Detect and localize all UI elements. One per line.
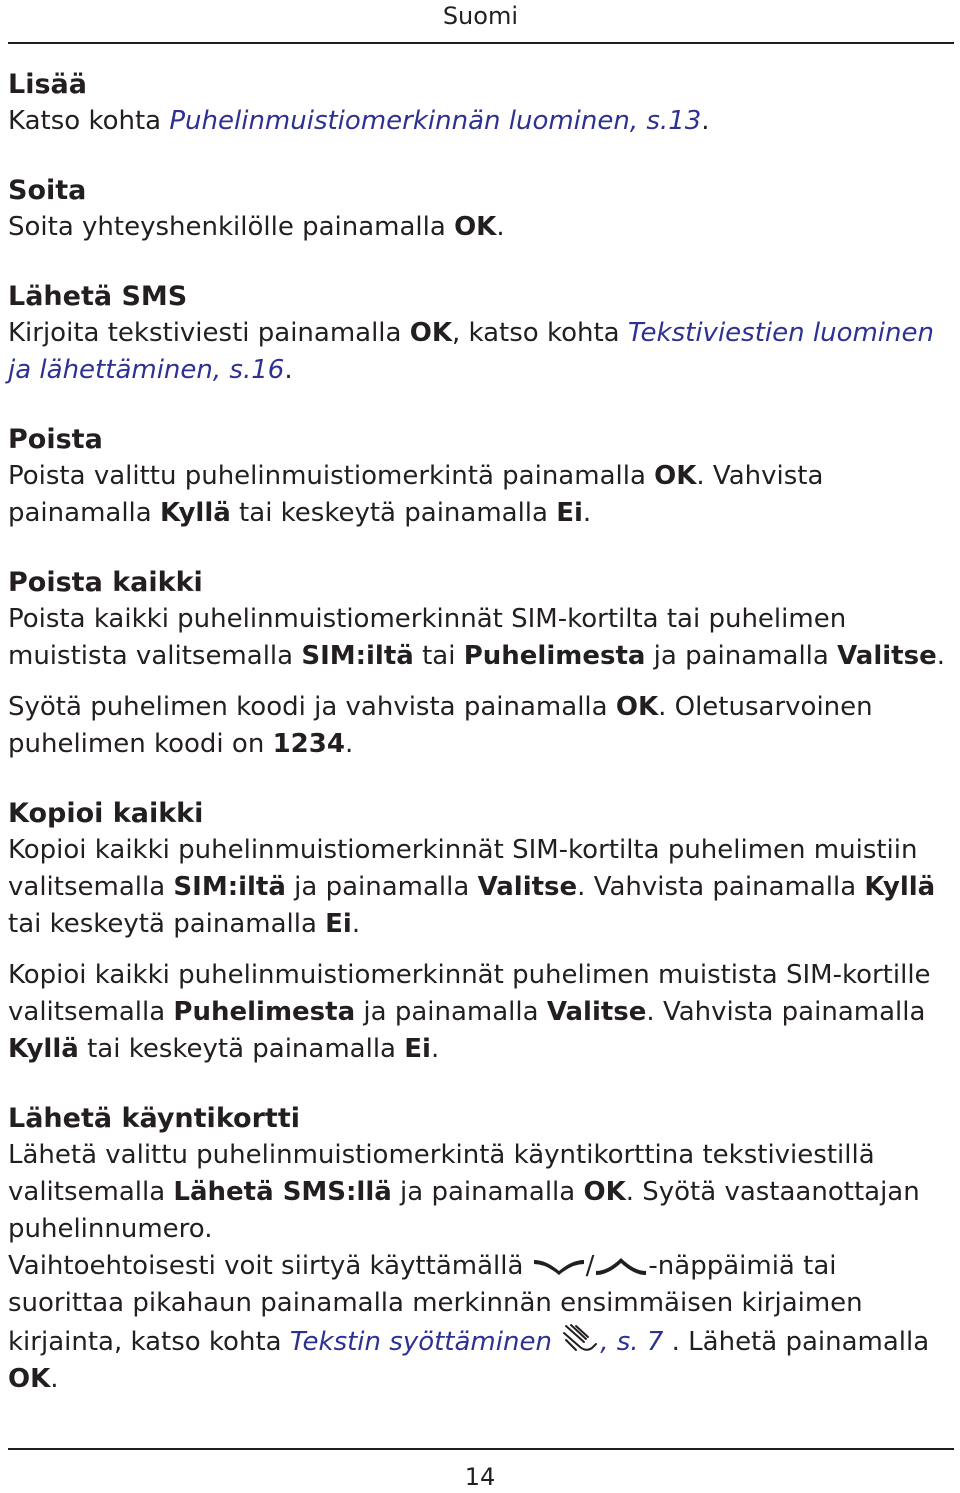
text-run: tai keskeytä painamalla [8, 909, 326, 939]
up-arrow-key-icon [594, 1254, 648, 1276]
text-run: ja painamalla [391, 1177, 584, 1207]
key-label: Ei [325, 909, 352, 939]
key-label: Kyllä [864, 872, 936, 902]
text-run: tai [413, 641, 464, 671]
text-run: / [585, 1251, 595, 1281]
text-run: . Vahvista painamalla [577, 872, 865, 902]
footer-rule [8, 1448, 954, 1450]
section-title: Kopioi kaikki [8, 798, 204, 829]
key-label: OK [615, 692, 659, 722]
key-label: Valitse [477, 872, 578, 902]
section-text [8, 1248, 953, 1398]
menu-option-label: Lähetä SMS:llä [173, 1177, 392, 1207]
text-run: . [430, 1034, 440, 1064]
text-run: . [284, 355, 293, 385]
section-text [8, 601, 953, 675]
section-lisaa [8, 66, 953, 140]
text-run: ja painamalla [645, 641, 838, 671]
text-run: , katso kohta [451, 318, 628, 348]
down-arrow-key-icon [532, 1254, 586, 1276]
key-label: Ei [404, 1034, 431, 1064]
text-run: ja painamalla [285, 872, 478, 902]
header-rule [8, 42, 954, 44]
text-run: . Lähetä painamalla [663, 1327, 930, 1357]
section-title: Lähetä käyntikortti [8, 1103, 300, 1134]
text-run: . Oletusarvoinen puhelimen koodi on [8, 692, 873, 759]
text-run: Poista valittu puhelinmuistiomerkintä painamalla [8, 461, 655, 491]
header-language: Suomi [442, 2, 518, 30]
text-run: . [344, 729, 354, 759]
text-run: . [496, 212, 505, 242]
section-text [8, 209, 953, 246]
section-kopioi-kaikki [8, 795, 953, 1068]
default-code: 1234 [272, 729, 345, 759]
section-text [8, 458, 953, 532]
menu-option-label: SIM:iltä [301, 641, 414, 671]
page-content [8, 66, 953, 1430]
text-run: Vaihtoehtoisesti voit siirtyä käyttämällä [8, 1251, 532, 1281]
text-run: . [701, 106, 710, 136]
text-run: Syötä puhelimen koodi ja vahvista painamalla [8, 692, 616, 722]
text-run: . [582, 498, 592, 528]
text-run: . [351, 909, 361, 939]
section-text [8, 315, 953, 389]
text-run: . [50, 1364, 59, 1394]
section-laheta-kayntikortti [8, 1100, 953, 1398]
section-poista [8, 421, 953, 532]
key-label: OK [654, 461, 697, 491]
section-title: Lisää [8, 69, 87, 100]
link-page-reference[interactable]: , s. 7 [600, 1327, 664, 1357]
text-run: . [936, 641, 945, 671]
text-run: . Syötä vastaanottajan puhelinnumero. [8, 1177, 920, 1244]
section-text [8, 957, 953, 1068]
text-run: Katso kohta [8, 106, 170, 136]
section-title: Poista kaikki [8, 567, 203, 598]
key-label: OK [8, 1364, 51, 1394]
link-puhelinmuistiomerkinnan-luominen[interactable]: Puhelinmuistiomerkinnän luominen, s.13 [169, 106, 702, 136]
text-run: Poista kaikki puhelinmuistiomerkinnät SIM-kortilta tai puhelimen muistista valitsemalla [8, 604, 847, 671]
section-text [8, 1137, 953, 1248]
menu-option-label: SIM:iltä [173, 872, 286, 902]
link-tekstin-syottaminen[interactable]: Tekstin syöttäminen [289, 1327, 552, 1357]
section-soita [8, 172, 953, 246]
key-label: Ei [556, 498, 583, 528]
text-run: . Vahvista painamalla [646, 997, 926, 1027]
text-run: Kopioi kaikki puhelinmuistiomerkinnät puhelimen muistista SIM-kortille valitsemalla [8, 960, 931, 1027]
text-run: -näppäimiä tai suorittaa pikahaun painamalla merkinnän ensimmäisen kirjaimen kirjainta, katso kohta [8, 1251, 863, 1357]
hand-writing-icon [560, 1322, 600, 1356]
menu-option-label: Puhelimesta [463, 641, 646, 671]
text-run: ja painamalla [355, 997, 547, 1027]
key-label: OK [583, 1177, 626, 1207]
text-run: tai keskeytä painamalla [78, 1034, 405, 1064]
section-text [8, 103, 953, 140]
link-tekstiviestien-luominen[interactable]: Tekstiviestien luominen ja lähettäminen, s.16 [8, 318, 934, 385]
text-run: Kopioi kaikki puhelinmuistiomerkinnät SIM-kortilta puhelimen muistiin valitsemalla [8, 835, 918, 902]
key-label: OK [409, 318, 452, 348]
section-poista-kaikki [8, 564, 953, 763]
key-label: OK [454, 212, 497, 242]
text-run: tai keskeytä painamalla [230, 498, 557, 528]
section-title: Lähetä SMS [8, 281, 188, 312]
key-label: Kyllä [8, 1034, 79, 1064]
section-title: Soita [8, 175, 87, 206]
key-label: Kyllä [159, 498, 231, 528]
key-label: Valitse [837, 641, 937, 671]
key-label: Valitse [546, 997, 647, 1027]
text-run: Lähetä valittu puhelinmuistiomerkintä käyntikorttina tekstiviestillä valitsemalla [8, 1140, 875, 1207]
page-number: 14 [464, 1463, 496, 1491]
section-title: Poista [8, 424, 103, 455]
section-text [8, 832, 953, 943]
menu-option-label: Puhelimesta [173, 997, 356, 1027]
text-run: . Vahvista painamalla [8, 461, 824, 528]
text-run: Soita yhteyshenkilölle painamalla [8, 212, 455, 242]
section-text [8, 689, 953, 763]
section-laheta-sms [8, 278, 953, 389]
text-run: Kirjoita tekstiviesti painamalla [8, 318, 410, 348]
